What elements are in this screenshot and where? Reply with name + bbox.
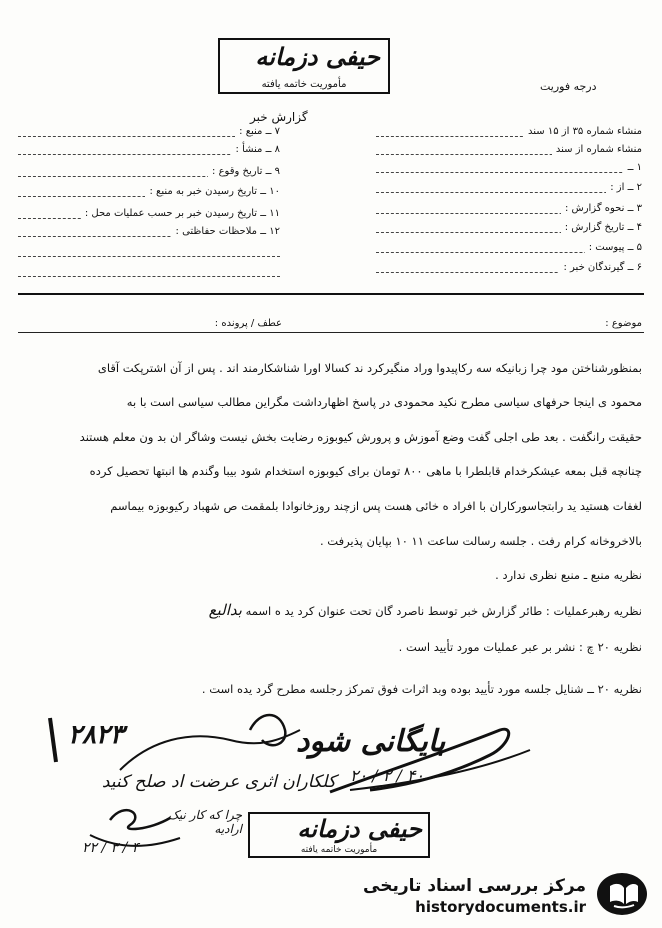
book-logo-icon — [596, 872, 648, 916]
bottom-stamp-sub: مأموریت خاتمه یافته — [300, 845, 378, 855]
divider — [18, 293, 644, 295]
form-title: گزارش خبر — [250, 110, 308, 124]
top-stamp — [218, 38, 390, 94]
body-line: محمود ی اینجا حرفهای سیاسی مطرح نکید محمودی در پاسخ اظهارداشت مگراین مطالب سیاسی است با به — [126, 395, 642, 409]
form-field: منشاء شماره از سند — [376, 144, 642, 158]
ops-opinion: نظریه رهبرعملیات : طائر گزارش خبر توسط ناصرد گان تحت عنوان کرد ید ه اسمه بدالیع — [208, 601, 642, 619]
form-field: ۱۰ ــ تاریخ رسیدن خبر به منبع : — [18, 186, 280, 200]
form-field: ۳ ــ نحوه گزارش : — [376, 203, 642, 217]
subject-label: موضوع : — [605, 318, 642, 329]
form-field: ۴ ــ تاریخ گزارش : — [376, 222, 642, 236]
body-line: بمنظورشناختن مود چرا زبانیکه سه رکاپیدوا وراد منگیرکرد ند کسالا اورا شناشکارمند اند . پس از آن اشترپکت آقای — [97, 361, 642, 375]
urgency-label: درجه فوریت — [540, 80, 597, 93]
handwritten-number: ۲۸۲۳ — [68, 720, 124, 750]
divider — [18, 332, 644, 333]
handwritten-line: چرا که کار نیک ارادیه — [168, 808, 242, 836]
body-line: بالاخروخانه کرام رفت . جلسه رسالت ساعت ۱۱ ۱۰ بپایان پذیرفت . — [319, 534, 642, 548]
body-line: لغفات هستید ید رابتجاسورکاران با افراد ه خائی هست پس ازچند روزخانوادا بلمقمت ص شهباد رکیوبوزه بیماسم — [110, 499, 642, 513]
department-opinion: نظریه ۲۰ چ : نشر بر عبر عملیات مورد تأیید است . — [398, 640, 642, 654]
form-field: ۱۱ ــ تاریخ رسیدن خبر بر حسب عملیات محل : — [18, 208, 280, 222]
source-opinion: نظریه منبع ـ منبع نظری ندارد . — [495, 568, 642, 582]
form-field: ۱۲ ــ ملاحظات حفاظتی : — [18, 226, 280, 240]
form-field: ۱ ــ — [376, 162, 642, 176]
final-opinion: نظریه ۲۰ ــ شنایل جلسه مورد تأیید بوده وبد اثرات فوق تمرکز رجلسه مطرح گرد یده است . — [201, 682, 642, 696]
handwritten-small-date: ۲۲ / ۳ / ۴ — [82, 840, 140, 856]
form-field: منشاء شماره ۳۵ از ۱۵ سند — [376, 126, 642, 140]
watermark-url: historydocuments.ir — [415, 898, 586, 916]
form-field: ۷ ــ منبع : — [18, 126, 280, 140]
blank-line — [18, 266, 280, 280]
handwritten-line: کلکاران اثری عرضت اد صلح کنید — [101, 772, 336, 792]
top-stamp-main: حیفی دزمانه — [255, 42, 380, 71]
handwritten-date: ۲۰ / ۲ / ۴۰ — [350, 766, 425, 785]
form-field: ۸ ــ منشأ : — [18, 144, 280, 158]
bottom-stamp — [248, 812, 430, 858]
body-line: حقیقت رانگفت . بعد طی اجلی گفت وضع آموزش و پرورش کیوبوزه رضایت بخش نیست وشاگر ان بد ون معلم هستند — [79, 430, 642, 444]
reference-label: عطف / پرونده : — [214, 318, 282, 329]
form-field: ۹ ــ تاریخ وقوع : — [18, 166, 280, 180]
form-field: ۶ ــ گیرندگان خبر : — [376, 262, 642, 276]
watermark-title: مرکز بررسی اسناد تاریخی — [363, 876, 586, 896]
handwritten-name: بدالیع — [208, 601, 242, 619]
body-line: چنانچه قبل بمعه عیشکرخدام قابلطرا با ماهی ۸۰۰ تومان برای کیوبوزه استخدام شود بیبا وگندم ها انبتها تحصیل کرده — [89, 464, 642, 478]
bottom-stamp-main: حیفی دزمانه — [297, 814, 422, 843]
blank-line — [18, 246, 280, 260]
archive-note: بایگانی شود — [296, 724, 446, 759]
form-field: ۲ ــ از : — [376, 182, 642, 196]
top-stamp-sub: مأموریت خاتمه یافته — [261, 79, 347, 90]
form-field: ۵ ــ پیوست : — [376, 242, 642, 256]
